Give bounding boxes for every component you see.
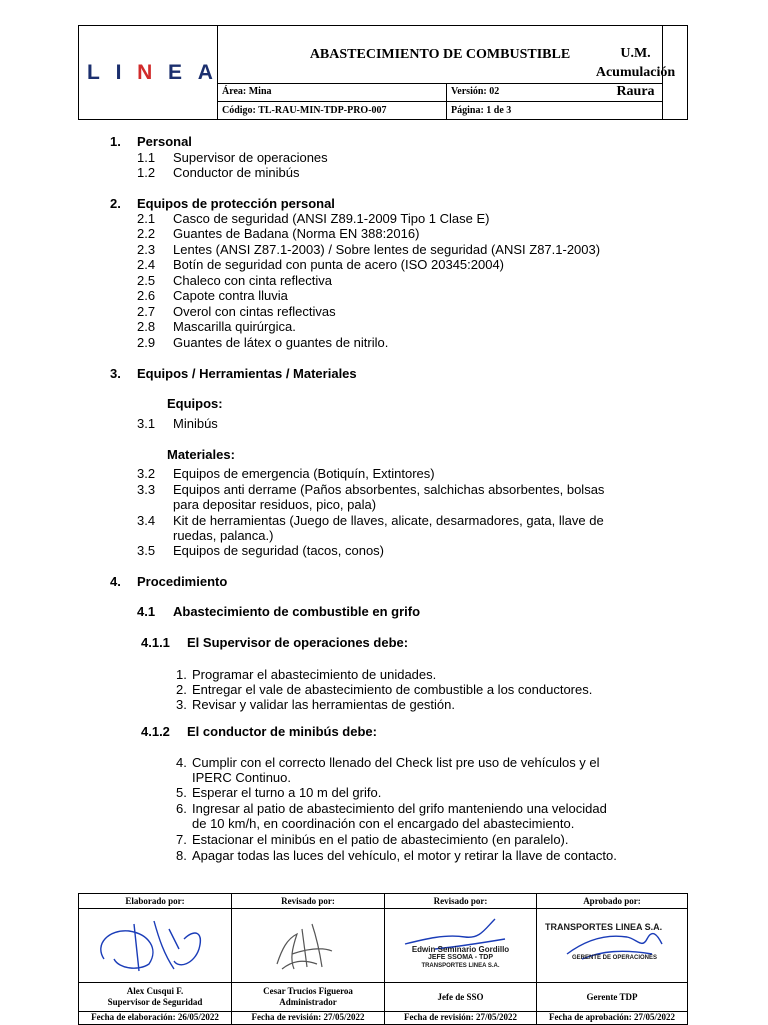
approval-column-aprobado xyxy=(537,894,687,1024)
list-item-continuation: IPERC Continuo. xyxy=(192,770,291,785)
list-item-number: 2. xyxy=(176,682,187,697)
list-item-number: 2.3 xyxy=(137,242,156,257)
section-4-title: Procedimiento xyxy=(137,574,228,589)
section-3-number: 3. xyxy=(110,366,121,381)
list-item: Entregar el vale de abastecimiento de combustible a los conductores. xyxy=(192,682,593,697)
column-header: Revisado por: xyxy=(232,894,384,909)
list-item-number: 3.4 xyxy=(137,513,156,528)
list-item: Chaleco con cinta reflectiva xyxy=(173,273,332,288)
signer-block xyxy=(385,982,536,1012)
list-item: Botín de seguridad con punta de acero (ISO 20345:2004) xyxy=(173,257,505,272)
document-title: ABASTECIMIENTO DE COMBUSTIBLE xyxy=(218,26,663,84)
list-item-number: 2.5 xyxy=(137,273,156,288)
signer-block xyxy=(537,982,687,1012)
list-item: Revisar y validar las herramientas de gestión. xyxy=(192,697,456,712)
subsection-4-1-2-title: El conductor de minibús debe: xyxy=(187,724,377,739)
section-3-title: Equipos / Herramientas / Materiales xyxy=(137,366,357,381)
list-item-number: 2.7 xyxy=(137,304,156,319)
company-logo xyxy=(79,26,218,119)
stamp-text: Edwin Seminario Gordillo xyxy=(411,945,510,954)
list-item: Guantes de látex o guantes de nitrilo. xyxy=(173,335,389,350)
column-header: Elaborado por: xyxy=(79,894,231,909)
subsection-4-1-title: Abastecimiento de combustible en grifo xyxy=(173,604,421,619)
list-item-number: 2.1 xyxy=(137,211,156,226)
list-item-number: 3.3 xyxy=(137,482,156,497)
list-item-number: 8. xyxy=(176,848,187,863)
list-item: Guantes de Badana (Norma EN 388:2016) xyxy=(173,226,420,241)
signer-role: Gerente TDP xyxy=(586,991,638,1002)
stamp-text: TRANSPORTES LINEA S.A. xyxy=(545,922,663,932)
list-item: Programar el abastecimiento de unidades. xyxy=(192,667,437,682)
stamp-text: JEFE SSOMA - TDP xyxy=(427,954,494,961)
signer-role: Jefe de SSO xyxy=(437,991,484,1002)
signer-block xyxy=(232,982,384,1012)
list-item: Mascarilla quirúrgica. xyxy=(173,319,296,334)
section-4-number: 4. xyxy=(110,574,121,589)
list-item: Lentes (ANSI Z87.1-2003) / Sobre lentes de seguridad (ANSI Z87.1-2003) xyxy=(173,242,601,257)
approval-date: Fecha de revisión: 27/05/2022 xyxy=(403,1012,518,1022)
equipos-label: Equipos: xyxy=(167,396,223,411)
list-item: Conductor de minibús xyxy=(173,165,300,180)
list-item: Cumplir con el correcto llenado del Check list pre uso de vehículos y el xyxy=(192,755,600,770)
list-item: Supervisor de operaciones xyxy=(173,150,328,165)
list-item: Overol con cintas reflectivas xyxy=(173,304,336,319)
list-item-number: 1. xyxy=(176,667,187,682)
subsection-4-1-number: 4.1 xyxy=(137,604,156,619)
list-item: Esperar el turno a 10 m del grifo. xyxy=(192,785,382,800)
list-item-continuation: de 10 km/h, en coordinación con el encargado del abastecimiento. xyxy=(192,816,575,831)
approval-date: Fecha de revisión: 27/05/2022 xyxy=(251,1012,365,1022)
signer-name: Alex Cusqui F. xyxy=(126,986,184,996)
column-header: Revisado por: xyxy=(385,894,536,909)
list-item-number: 5. xyxy=(176,785,187,800)
approval-table xyxy=(78,893,688,1025)
approval-date: Fecha de elaboración: 26/05/2022 xyxy=(91,1012,219,1022)
list-item-number: 7. xyxy=(176,832,187,847)
list-item-number: 1.1 xyxy=(137,150,156,165)
list-item-number: 3.2 xyxy=(137,466,156,481)
list-item: Capote contra lluvia xyxy=(173,288,288,303)
code-field: Código: TL-RAU-MIN-TDP-PRO-007 xyxy=(218,102,447,120)
list-item-number: 2.2 xyxy=(137,226,156,241)
signature-stamp xyxy=(385,909,536,979)
area-field: Área: Mina xyxy=(218,83,447,101)
subsection-4-1-1-number: 4.1.1 xyxy=(141,635,170,650)
list-item-number: 6. xyxy=(176,801,187,816)
list-item: Equipos anti derrame (Paños absorbentes, salchichas absorbentes, bolsas xyxy=(173,482,605,497)
subsection-4-1-2-number: 4.1.2 xyxy=(141,724,170,739)
list-item: Minibús xyxy=(173,416,218,431)
section-2-title: Equipos de protección personal xyxy=(137,196,335,211)
page-field: Página: 1 de 3 xyxy=(451,105,512,116)
signature-image xyxy=(232,909,384,979)
list-item-number: 2.6 xyxy=(137,288,156,303)
subsection-4-1-1-title: El Supervisor de operaciones debe: xyxy=(187,635,409,650)
stamp-text: TRANSPORTES LINEA S.A. xyxy=(421,963,500,969)
mining-unit-label: U.M. Acumulación Raura xyxy=(595,46,676,99)
list-item-number: 4. xyxy=(176,755,187,770)
list-item: Ingresar al patio de abastecimiento del grifo manteniendo una velocidad xyxy=(192,801,607,816)
list-item-number: 3.5 xyxy=(137,543,156,558)
list-item-number: 2.8 xyxy=(137,319,156,334)
list-item-continuation: ruedas, palanca.) xyxy=(173,528,274,543)
list-item: Kit de herramientas (Juego de llaves, alicate, desarmadores, gata, llave de xyxy=(173,513,604,528)
signer-role: Supervisor de Seguridad xyxy=(107,997,203,1007)
approval-column-revisado-2 xyxy=(385,894,537,1024)
list-item: Equipos de emergencia (Botiquín, Extintores) xyxy=(173,466,435,481)
approval-column-revisado-1 xyxy=(232,894,385,1024)
signer-block xyxy=(79,982,231,1012)
signature-image xyxy=(79,909,231,979)
list-item: Casco de seguridad (ANSI Z89.1-2009 Tipo 1 Clase E) xyxy=(173,211,490,226)
section-1-number: 1. xyxy=(110,134,121,149)
list-item: Apagar todas las luces del vehículo, el motor y retirar la llave de contacto. xyxy=(192,848,617,863)
list-item: Estacionar el minibús en el patio de abastecimiento (en paralelo). xyxy=(192,832,569,847)
materiales-label: Materiales: xyxy=(167,447,235,462)
approval-date: Fecha de aprobación: 27/05/2022 xyxy=(548,1012,676,1022)
section-2-number: 2. xyxy=(110,196,121,211)
signer-name: Cesar Trucios Figueroa xyxy=(263,986,353,996)
list-item-number: 2.9 xyxy=(137,335,156,350)
version-field: Versión: 02 xyxy=(451,86,500,97)
list-item-number: 2.4 xyxy=(137,257,156,272)
section-1-title: Personal xyxy=(137,134,192,149)
list-item-number: 1.2 xyxy=(137,165,156,180)
list-item-number: 3.1 xyxy=(137,416,156,431)
list-item-continuation: para depositar residuos, pico, pala) xyxy=(173,497,377,512)
signature-stamp xyxy=(537,909,687,979)
signer-role: Administrador xyxy=(279,997,337,1007)
column-header: Aprobado por: xyxy=(537,894,687,909)
stamp-text: GERENTE DE OPERACIONES xyxy=(571,955,657,961)
list-item: Equipos de seguridad (tacos, conos) xyxy=(173,543,385,558)
approval-column-elaborado xyxy=(79,894,232,1024)
logo-wordmark: L I N E A xyxy=(87,61,213,84)
list-item-number: 3. xyxy=(176,697,187,712)
